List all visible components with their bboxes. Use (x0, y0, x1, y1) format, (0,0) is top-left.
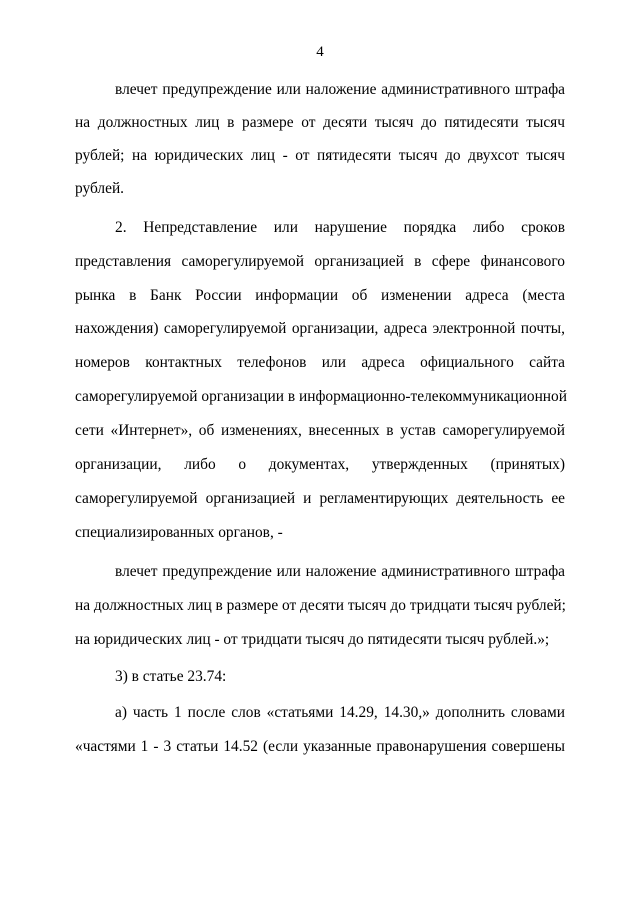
text-line: влечет предупреждение или наложение административного штрафа (115, 563, 565, 580)
page-number: 4 (316, 44, 324, 60)
text-line: 3) в статье 23.74: (115, 668, 227, 685)
text-line: 2. Непредставление или нарушение порядка либо сроков (115, 219, 565, 236)
text-line: влечет предупреждение или наложение административного штрафа (115, 81, 565, 98)
text-line: представления саморегулируемой организацией в сфере финансового (75, 253, 565, 270)
text-line: рынка в Банк России информации об изменении адреса (места (75, 287, 565, 304)
text-line: на юридических лиц - от тридцати тысяч до пятидесяти тысяч рублей.»; (75, 631, 550, 648)
text-line: сети «Интернет», об изменениях, внесенных в устав саморегулируемой (75, 422, 565, 439)
text-line: на должностных лиц в размере от десяти тысяч до тридцати тысяч рублей; (75, 597, 566, 614)
text-line: специализированных органов, - (75, 524, 283, 541)
text-line: нахождения) саморегулируемой организации, адреса электронной почты, (75, 320, 565, 337)
text-line: саморегулируемой организацией и регламентирующих деятельность ее (75, 490, 565, 507)
text-line: номеров контактных телефонов или адреса официального сайта (75, 354, 565, 371)
text-line: рублей; на юридических лиц - от пятидесяти тысяч до двухсот тысяч (75, 147, 565, 164)
text-line: на должностных лиц в размере от десяти тысяч до пятидесяти тысяч (75, 114, 565, 131)
text-line: организации, либо о документах, утвержденных (принятых) (75, 456, 565, 473)
text-line: а) часть 1 после слов «статьями 14.29, 14.30,» дополнить словами (115, 704, 565, 721)
text-line: рублей. (75, 180, 125, 197)
text-line: «частями 1 - 3 статьи 14.52 (если указанные правонарушения совершены (75, 738, 565, 755)
text-line: саморегулируемой организации в информационно-телекоммуникационной (75, 388, 567, 405)
